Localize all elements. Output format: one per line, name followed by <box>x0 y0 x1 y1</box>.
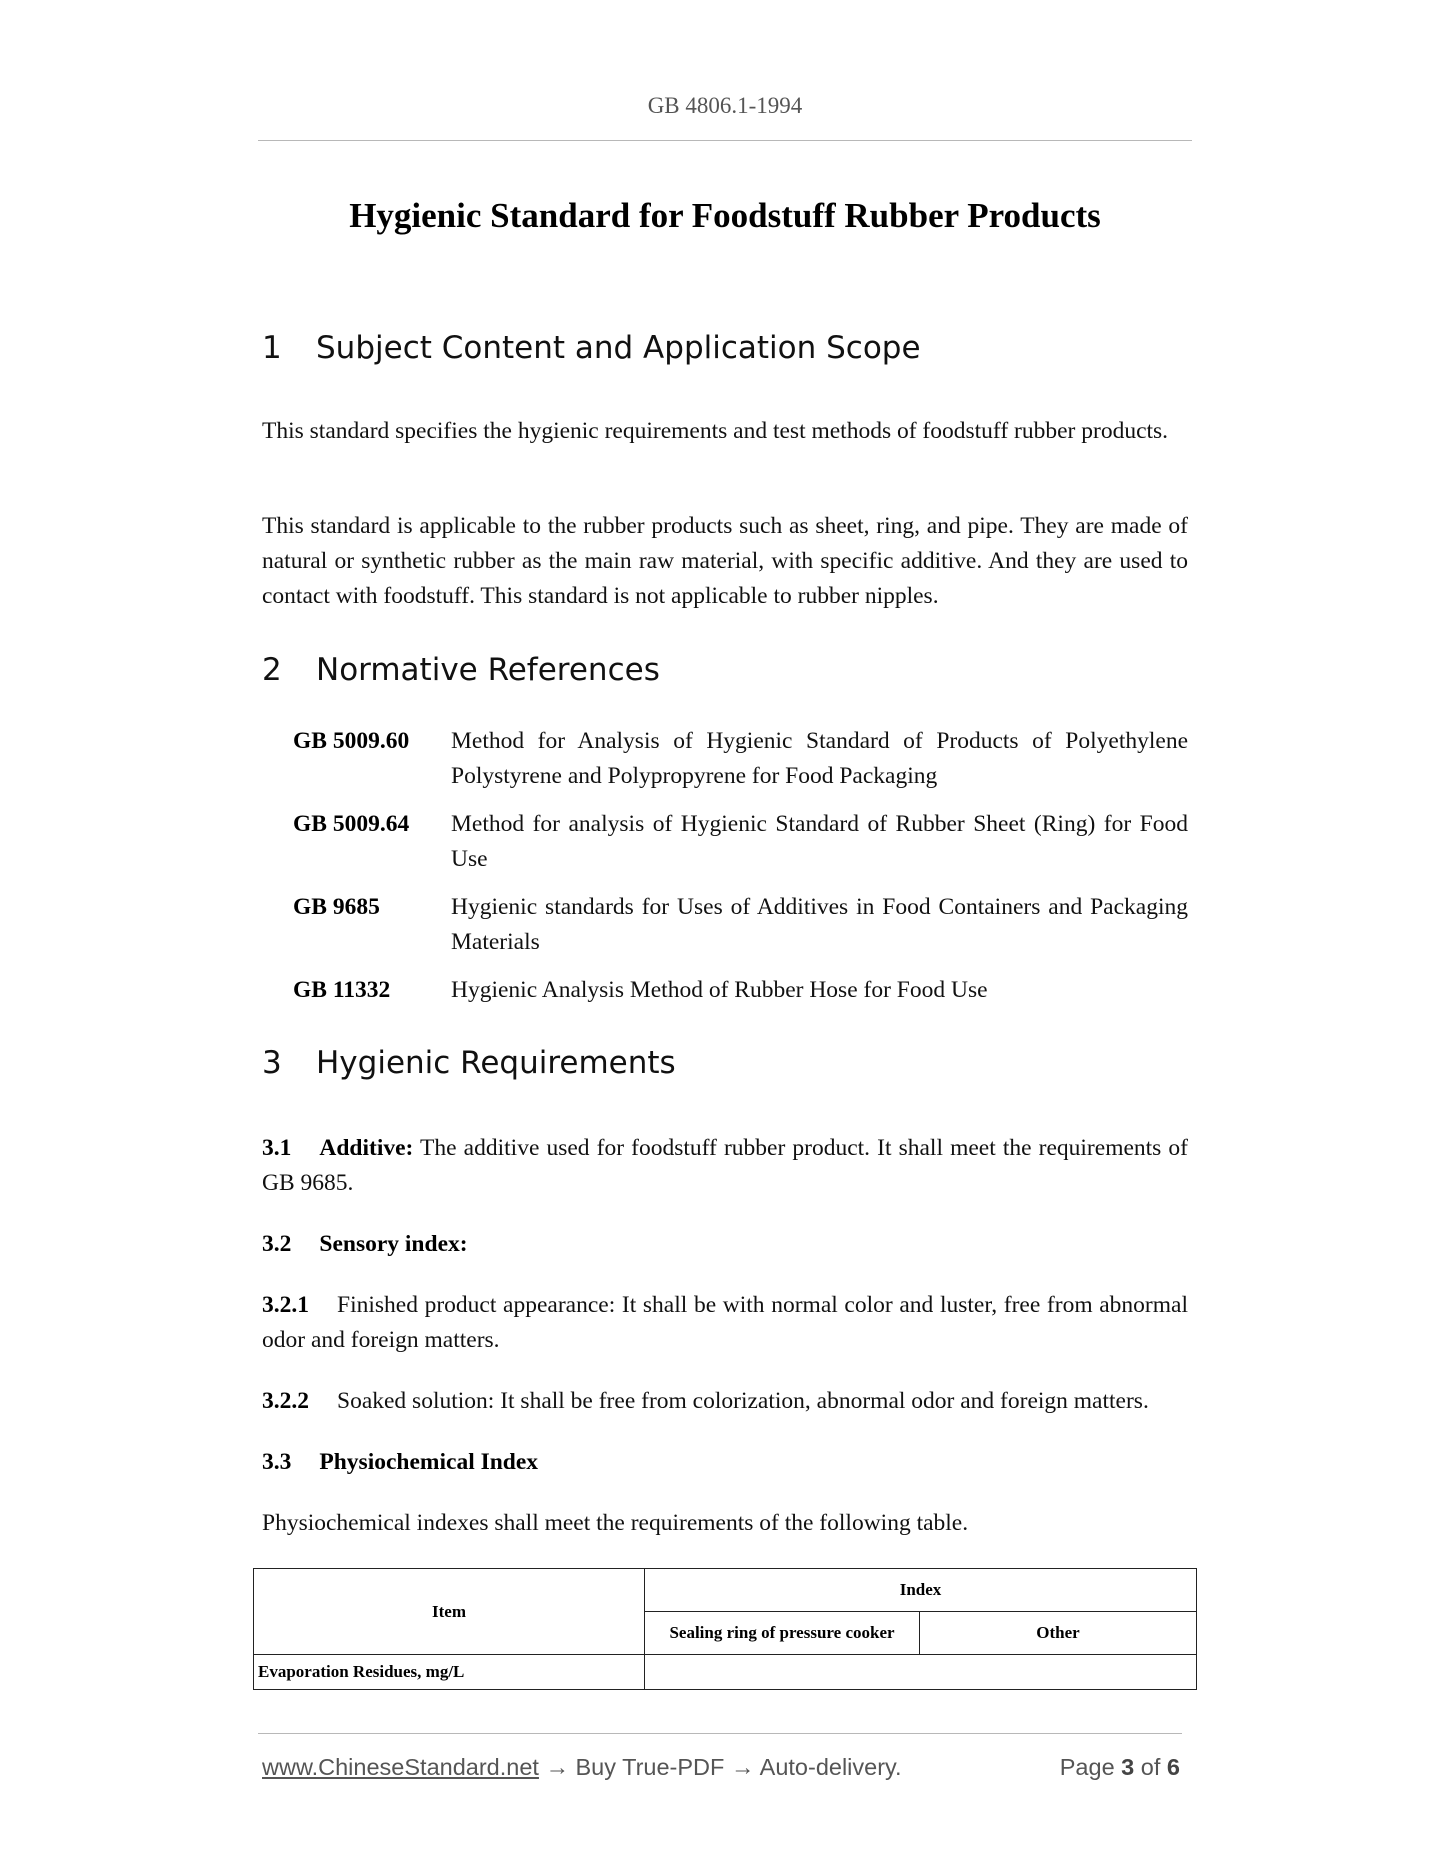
item-header: Item <box>254 1569 645 1655</box>
clause-number: 3.3 <box>262 1449 292 1475</box>
clause-number: 3.2.1 <box>262 1292 309 1318</box>
section-3-heading <box>262 1045 676 1081</box>
site-link[interactable]: www.ChineseStandard.net <box>262 1754 539 1780</box>
clause-label: Additive: <box>319 1135 414 1161</box>
clause-number: 3.2.2 <box>262 1388 309 1414</box>
reference-item <box>293 807 1188 877</box>
section-number: 1 <box>262 330 282 366</box>
reference-title: Hygienic standards for Uses of Additives in Food Containers and Packaging Materials <box>451 894 1188 955</box>
section-2-heading <box>262 652 660 688</box>
clause-text: The additive used for foodstuff rubber product. It shall meet the requirements of GB 9685. <box>262 1135 1188 1196</box>
reference-item <box>293 890 1188 960</box>
physiochemical-table <box>253 1568 1197 1690</box>
running-header: GB 4806.1-1994 <box>647 93 803 118</box>
index-header: Index <box>645 1569 1197 1612</box>
reference-item <box>293 973 1188 1008</box>
header-divider <box>258 140 1192 141</box>
requirement-3-3 <box>262 1445 1188 1480</box>
other-header: Other <box>920 1612 1197 1655</box>
table-row <box>254 1655 1197 1690</box>
clause-number: 3.1 <box>262 1135 292 1161</box>
footer-tagline: → Buy True-PDF → Auto-delivery. <box>538 1754 902 1780</box>
reference-code: GB 5009.64 <box>293 811 410 837</box>
reference-code: GB 5009.60 <box>293 728 410 754</box>
clause-text: Soaked solution: It shall be free from colorization, abnormal odor and foreign matters. <box>337 1388 1149 1414</box>
pressure-cooker-header: Sealing ring of pressure cooker <box>645 1612 920 1655</box>
current-page: 3 <box>1121 1754 1135 1780</box>
requirement-3-2-1 <box>262 1288 1188 1358</box>
reference-title: Method for Analysis of Hygienic Standard of Products of Polyethylene Polystyrene and Polypropyrene for Food Packaging <box>451 728 1188 789</box>
requirement-3-2 <box>262 1227 1188 1262</box>
clause-label: Physiochemical Index <box>319 1449 539 1475</box>
section-title: Subject Content and Application Scope <box>316 330 921 366</box>
total-pages: 6 <box>1166 1754 1180 1780</box>
requirement-3-2-2 <box>262 1384 1188 1419</box>
footer-divider <box>258 1733 1182 1734</box>
index-cell <box>645 1655 1197 1690</box>
document-title: Hygienic Standard for Foodstuff Rubber Products <box>349 196 1101 235</box>
table-intro: Physiochemical indexes shall meet the requirements of the following table. <box>262 1510 969 1536</box>
reference-item <box>293 724 1188 794</box>
page-footer <box>262 1754 1182 1781</box>
scope-paragraph-2: This standard is applicable to the rubber products such as sheet, ring, and pipe. They are made of natural or synthetic rubber as the main raw material, with specific additive. And they are used to contact with foodstuff. This standard is not applicable to rubber nipples. <box>262 513 1188 609</box>
clause-label: Sensory index: <box>319 1231 468 1257</box>
scope-paragraph-1: This standard specifies the hygienic requirements and test methods of foodstuff rubber products. <box>262 418 1169 444</box>
page-label: Page <box>1059 1754 1115 1780</box>
reference-title: Method for analysis of Hygienic Standard of Rubber Sheet (Ring) for Food Use <box>451 811 1188 872</box>
of-label: of <box>1140 1754 1161 1780</box>
section-title: Normative References <box>316 652 660 688</box>
clause-number: 3.2 <box>262 1231 292 1257</box>
reference-title: Hygienic Analysis Method of Rubber Hose for Food Use <box>451 977 988 1003</box>
clause-text: Finished product appearance: It shall be with normal color and luster, free from abnormal odor and foreign matters. <box>262 1292 1188 1353</box>
section-number: 3 <box>262 1045 282 1081</box>
item-cell: Evaporation Residues, mg/L <box>254 1655 645 1690</box>
section-number: 2 <box>262 652 282 688</box>
table-header-row <box>254 1569 1197 1612</box>
section-1-heading <box>262 330 921 366</box>
reference-code: GB 9685 <box>293 894 380 920</box>
requirement-3-1 <box>262 1131 1188 1201</box>
section-title: Hygienic Requirements <box>316 1045 676 1081</box>
reference-code: GB 11332 <box>293 977 391 1003</box>
page-number <box>1060 1754 1180 1781</box>
